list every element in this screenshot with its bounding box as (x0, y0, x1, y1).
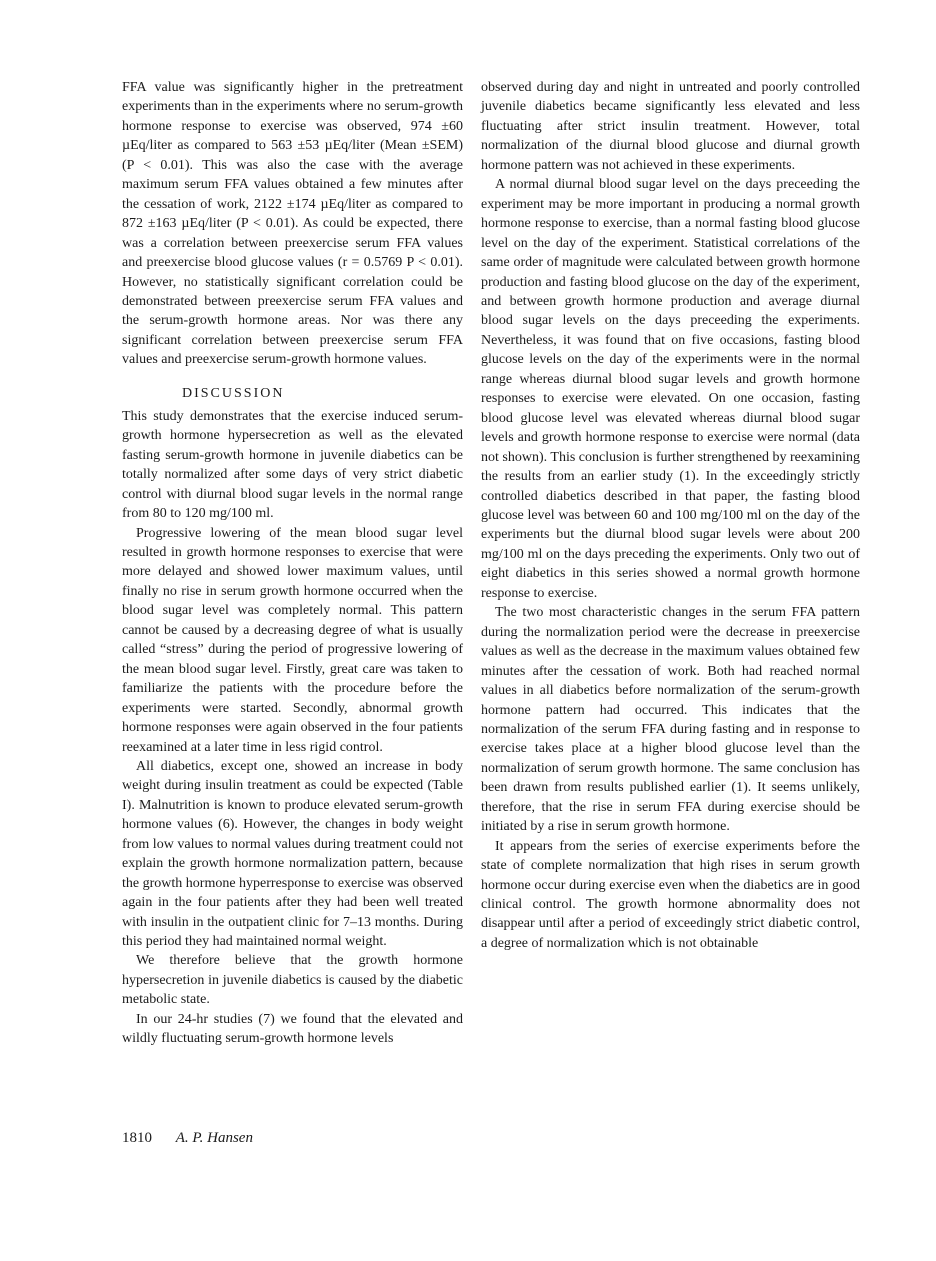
page-number: 1810 (122, 1130, 152, 1146)
paragraph: observed during day and night in untreated and poorly controlled juvenile diabetics became significantly less elevated and less fluctuating after strict insulin treatment. However, total normalization of the diurnal blood glucose and diurnal growth hormone pattern was not achieved in these experiments. (481, 80, 860, 173)
paragraph: The two most characteristic changes in the serum FFA pattern during the normalization period were the decrease in preexercise values as well as the decrease in the maximum values obtained few minutes after the cessation of work. Both had reached normal values in all diabetics before normalization of the serum-growth hormone pattern had occurred. This indicates that the normalization of the serum FFA during fasting and in response to exercise takes place at a higher blood glucose level than the normalization of serum growth hormone. The same conclusion has been drawn from results published earlier (1). It seems unlikely, therefore, that the rise in serum FFA during exercise should be initiated by a rise in serum growth hormone. (481, 605, 860, 835)
paragraph: All diabetics, except one, showed an increase in body weight during insulin treatment as could be expected (Table I). Malnutrition is known to produce elevated serum-growth hormone values (6). However, the changes in body weight from low values to normal values during treatment could not explain the growth hormone normalization pattern, because the growth hormone hyperresponse to exercise was observed again in the four patients after they had been well treated with insulin in the outpatient clinic for 7–13 months. During this period they had maintained normal weight. (122, 758, 463, 950)
right-column (481, 78, 860, 953)
paragraph: In our 24-hr studies (7) we found that the elevated and wildly fluctuating serum-growth hormone levels (122, 1011, 463, 1047)
section-heading-discussion: DISCUSSION (182, 385, 285, 401)
left-column (122, 78, 463, 1049)
paragraph: A normal diurnal blood sugar level on the days preceeding the experiment may be more important in producing a normal growth hormone response to exercise, than a normal fasting blood glucose level on the day of the experiment. Statistical correlations of the same order of magnitude were calculated between growth hormone production and fasting blood glucose on the day of the experiment, and between growth hormone production and average diurnal blood sugar levels on the days preceeding the experiments. Nevertheless, it was found that on five occasions, fasting blood glucose levels on the day of the experiments were in the normal range whereas diurnal blood sugar levels and growth hormone responses to exercise were elevated. On one occasion, fasting blood glucose level was elevated whereas diurnal blood sugar levels and growth hormone response to exercise were normal (data not shown). This conclusion is further strengthened by reexamining the results from an earlier study (1). In the exceedingly strictly controlled diabetics described in that paper, the fasting blood glucose level was between 60 and 100 mg/100 ml on the day of the experiments but the diurnal blood sugar levels were about 200 mg/100 ml on the days preceding the experiments. Only two out of eight diabetics in this series showed a normal growth hormone response to exercise. (481, 177, 860, 601)
paragraph: FFA value was significantly higher in the pretreatment experiments than in the experiments where no serum-growth hormone response to exercise was observed, 974 ±60 µEq/liter as compared to 563 ±53 µEq/liter (Mean ±SEM) (P < 0.01). This was also the case with the average maximum serum FFA values obtained a few minutes after the cessation of work, 2122 ±174 µEq/liter as compared to 872 ±163 µEq/liter (P < 0.01). As could be expected, there was a correlation between preexercise serum FFA values and preexercise blood glucose values (r = 0.5769 P < 0.01). However, no statistically significant correlation could be demonstrated between preexercise serum FFA values and the serum-growth hormone areas. Nor was there any significant correlation between preexercise serum FFA values and preexercise serum-growth hormone values. (122, 80, 463, 368)
paragraph: This study demonstrates that the exercise induced serum-growth hormone hypersecretion as well as the elevated fasting serum-growth hormone in juvenile diabetics can be totally normalized after some days of very strict diabetic control with diurnal blood sugar levels in the normal range from 80 to 120 mg/100 ml. (122, 408, 463, 522)
paragraph: We therefore believe that the growth hormone hypersecretion in juvenile diabetics is caused by the diabetic metabolic state. (122, 953, 463, 1008)
page-footer (122, 1129, 253, 1148)
paragraph: It appears from the series of exercise experiments before the state of complete normalization that high rises in serum growth hormone occur during exercise even when the diabetics are in good clinical control. The growth hormone abnormality does not disappear until after a period of exceedingly strict diabetic control, a degree of normalization which is not obtainable (481, 838, 860, 951)
running-author: A. P. Hansen (175, 1130, 253, 1146)
paragraph: Progressive lowering of the mean blood sugar level resulted in growth hormone responses to exercise that were more delayed and showed lower maximum values, until finally no rise in serum growth hormone occurred when the blood sugar level was completely normal. This pattern cannot be caused by a decreasing degree of what is usually called “stress” during the period of progressive lowering of the mean blood sugar level. Firstly, great care was taken to familiarize the patients with the procedure before the experiments were started. Secondly, abnormal growth hormone responses were again observed in the four patients reexamined at a later time in less rigid control. (122, 525, 463, 755)
